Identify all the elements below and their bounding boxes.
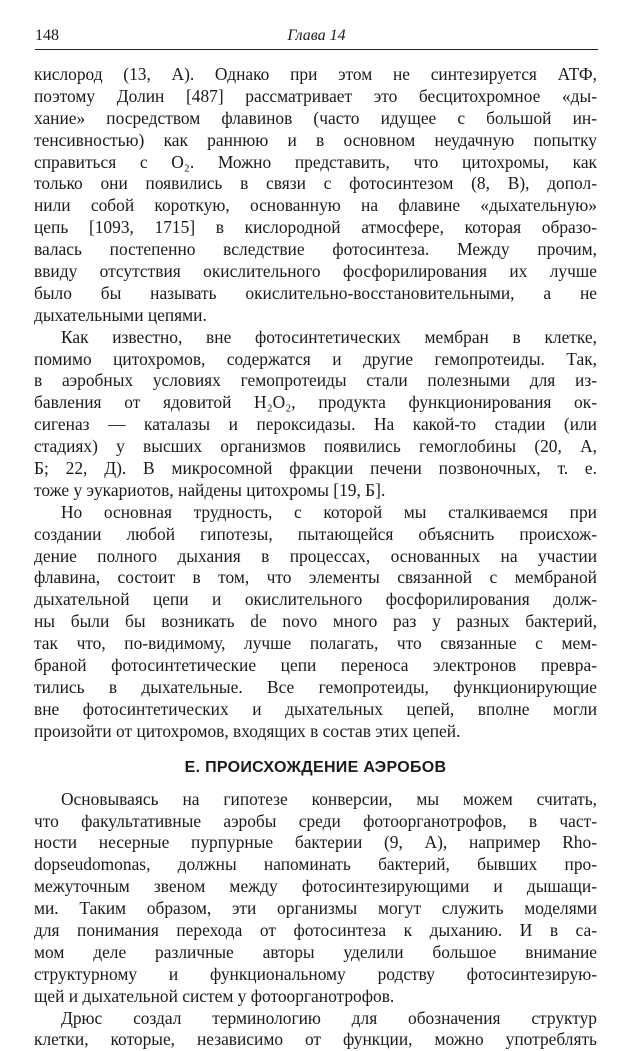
running-title: Глава 14 bbox=[287, 27, 346, 44]
text-line: браной фотосинтетические цепи переноса электронов превра- bbox=[34, 655, 597, 676]
text-line: для понимания перехода от фотосинтеза к дыханию. И в са- bbox=[34, 919, 597, 940]
text-line: только они появились в связи с фотосинтезом (8, В), допол- bbox=[34, 173, 597, 194]
text-line: Б; 22, Д). В микросомной фракции печени позвоночных, т. е. bbox=[34, 458, 597, 479]
text-line: Основываясь на гипотезе конверсии, мы можем считать, bbox=[61, 788, 597, 809]
text-line: цепь [1093, 1715] в кислородной атмосфере, которая образо- bbox=[34, 217, 597, 238]
text-line: ны были бы возникать de novo много раз у разных бактерий, bbox=[34, 611, 597, 632]
text-line: Дрюс создал терминологию для обозначения структур bbox=[61, 1007, 597, 1028]
text-line: поэтому Долин [487] рассматривает это бесцитохромное «ды- bbox=[34, 85, 597, 106]
text-line: ми. Таким образом, эти организмы могут служить моделями bbox=[34, 898, 597, 919]
text-line: в аэробных условиях гемопротеиды стали полезными для из- bbox=[34, 370, 597, 391]
page-header bbox=[35, 27, 598, 50]
text-line: ввиду отсутствия окислительного фосфорилирования их лучше bbox=[34, 261, 597, 282]
text-line: щей и дыхательной систем у фотоорганотрофов. bbox=[34, 985, 395, 1006]
text-line: так что, по-видимому, лучше полагать, что связанные с мем- bbox=[34, 633, 597, 654]
page-body bbox=[34, 64, 597, 1051]
text-line: вне фотосинтетических и дыхательных цепей, вполне могли bbox=[34, 698, 597, 719]
text-line: хание» посредством флавинов (часто идущее с большой ин- bbox=[34, 107, 597, 128]
paragraph bbox=[34, 64, 597, 327]
section-heading: Е. ПРОИСХОЖДЕНИЕ АЭРОБОВ bbox=[184, 758, 447, 776]
text-line: произойти от цитохромов, входящих в состав этих цепей. bbox=[34, 720, 461, 741]
text-line: ности несерные пурпурные бактерии (9, А), например Rho- bbox=[34, 832, 597, 853]
text-line: межуточным звеном между фотосинтезирующими и дышащи- bbox=[34, 876, 597, 897]
text-line: было бы называть окислительно-восстановительными, а не bbox=[34, 282, 597, 303]
text-line: стадиях) у высших организмов появились гемоглобины (20, А, bbox=[34, 436, 597, 457]
paragraph bbox=[34, 789, 597, 1008]
text-line: нили собой короткую, основанную на флавине «дыхательную» bbox=[34, 195, 597, 216]
text-line: бавления от ядовитой H₂O₂, продукта функционирования ок- bbox=[34, 392, 597, 413]
text-line: создании любой гипотезы, пытающейся объяснить происхож- bbox=[34, 523, 597, 544]
paragraph bbox=[34, 327, 597, 502]
text-line: сигеназ — каталазы и пероксидазы. На какой-то стадии (или bbox=[34, 414, 597, 435]
text-line: дыхательными цепями. bbox=[34, 304, 207, 325]
text-line: клетки, которые, независимо от функции, можно употреблять bbox=[34, 1029, 597, 1050]
text-line: что факультативные аэробы среди фотоорганотрофов, в част- bbox=[34, 810, 597, 831]
text-line: Как известно, вне фотосинтетических мембран в клетке, bbox=[61, 326, 597, 347]
text-line: дение полного дыхания в процессах, основанных на участии bbox=[34, 545, 597, 566]
text-line: помимо цитохромов, содержатся и другие гемопротеиды. Так, bbox=[34, 348, 597, 369]
text-line: структурному и функциональному родству фотосинтезирую- bbox=[34, 963, 597, 984]
text-line: справиться с O₂. Можно представить, что цитохромы, как bbox=[34, 151, 597, 172]
text-line: валась постепенно вследствие фотосинтеза. Между прочим, bbox=[34, 239, 597, 260]
text-line: тились в дыхательные. Все гемопротеиды, функционирующие bbox=[34, 676, 597, 697]
page-number: 148 bbox=[35, 27, 59, 44]
paragraph bbox=[34, 1008, 597, 1051]
text-line: тенсивностью) как раннюю и в основном неудачную попытку bbox=[34, 129, 597, 150]
text-line: дыхательной цепи и окислительного фосфорилирования долж- bbox=[34, 589, 597, 610]
text-line: Но основная трудность, с которой мы сталкиваемся при bbox=[61, 501, 597, 522]
paragraph bbox=[34, 502, 597, 743]
text-line: dopseudomonas, должны напоминать бактерий, бывших про- bbox=[34, 854, 597, 875]
text-line: кислород (13, А). Однако при этом не синтезируется АТФ, bbox=[34, 64, 597, 84]
text-line: мом деле различные авторы уделили большое внимание bbox=[34, 941, 597, 962]
text-line: тоже у эукариотов, найдены цитохромы [19, Б]. bbox=[34, 479, 386, 500]
text-line: флавина, состоит в том, что элементы связанной с мембраной bbox=[34, 567, 597, 588]
